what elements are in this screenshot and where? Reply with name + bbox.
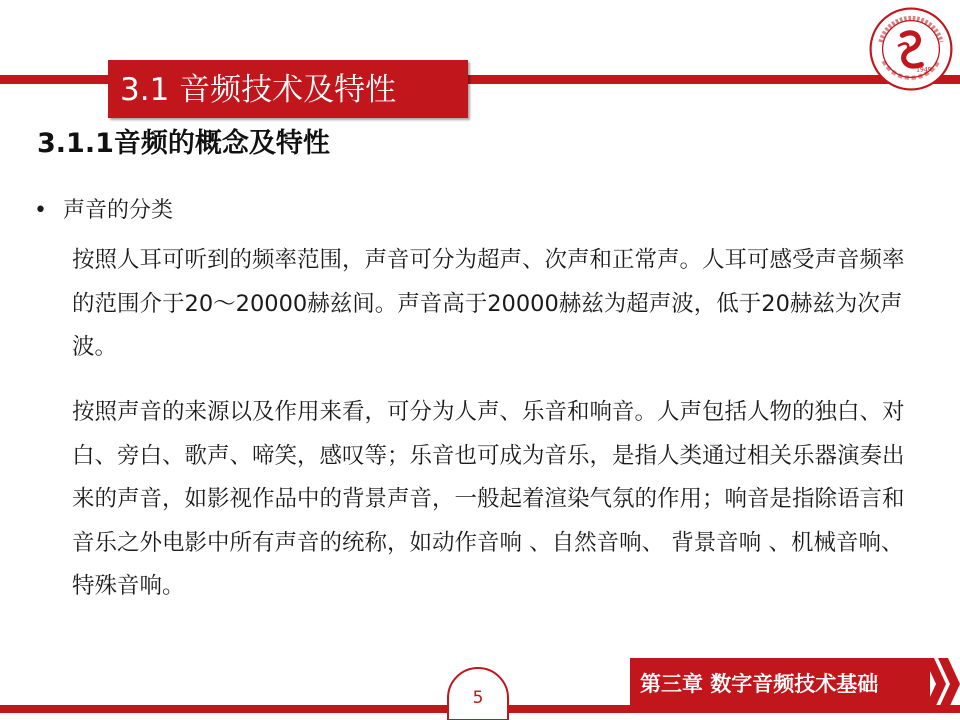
- subsection-heading: 3.1.1音频的概念及特性: [37, 128, 330, 159]
- university-logo-icon: [868, 6, 954, 92]
- paragraph-source: 按照声音的来源以及作用来看，可分为人声、乐音和响音。人声包括人物的独白、对白、旁白、歌声、啼笑，感叹等；乐音也可成为音乐，是指人类通过相关乐器演奏出来的声音，如影视作品中的背景声音，一般起着渲染气氛的作用；响音是指除语言和音乐之外电影中所有声音的统称，如动作音响 、自然音响、 背景音响 、机械音响、特殊音响。: [72, 399, 905, 599]
- section-title: 3.1 音频技术及特性: [120, 72, 397, 108]
- page-number: 5: [472, 688, 484, 708]
- bullet-item: [34, 194, 173, 228]
- logo-year: 1949: [916, 66, 932, 74]
- chevron-right-icon: [924, 658, 960, 710]
- bullet-text: 声音的分类: [63, 198, 174, 223]
- paragraph-frequency: 按照人耳可听到的频率范围，声音可分为超声、次声和正常声。人耳可感受声音频率的范围介于20～20000赫兹间。声音高于20000赫兹为超声波，低于20赫兹为次声波。: [72, 247, 905, 360]
- bullet-icon: •: [34, 198, 47, 223]
- chapter-label: 第三章 数字音频技术基础: [640, 672, 879, 696]
